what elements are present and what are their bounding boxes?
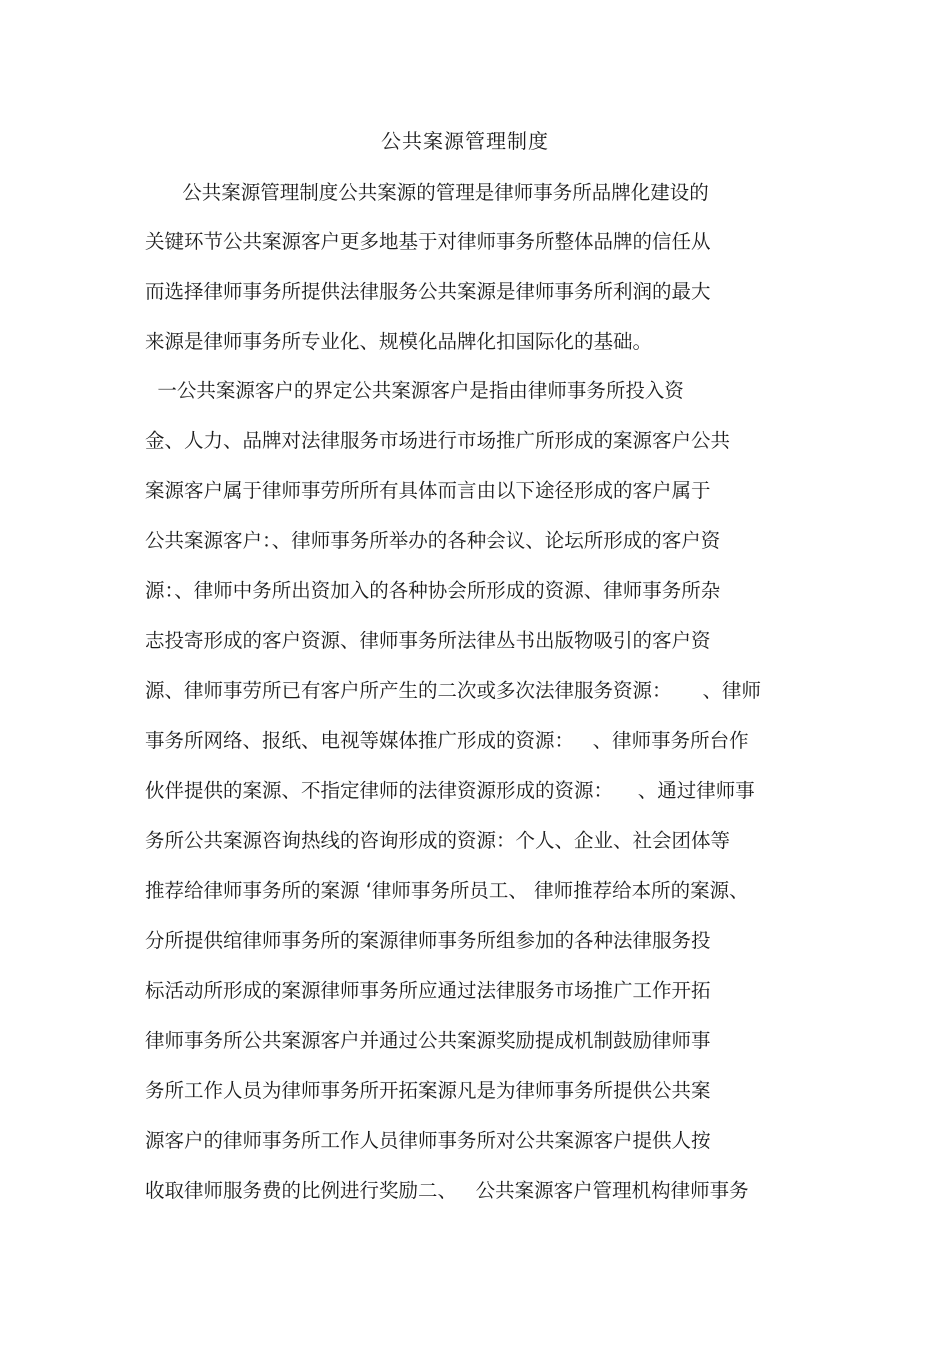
body-line-6: 金、人力、品牌对法律服务市场进行市场推广所形成的案源客户公共 <box>145 429 731 452</box>
body-line-11: 源、律师事劳所已有客户所产生的二次或多次法律服务资源： 、律师 <box>145 679 761 702</box>
body-line-4: 来源是律师事务所专业化、规模化品牌化扣国际化的基础。 <box>145 330 653 353</box>
body-line-18: 律师事务所公共案源客户并通过公共案源奖励提成机制鼓励律师事 <box>145 1029 711 1052</box>
body-line-19: 务所工作人员为律师事务所开拓案源凡是为律师事务所提供公共案 <box>145 1079 711 1102</box>
body-line-15: 推荐给律师事务所的案源 ‘律师事务所员工、 律师推荐给本所的案源、 <box>145 879 749 902</box>
body-line-7: 案源客户属于律师事劳所所有具体而言由以下途径形成的客户属于 <box>145 479 711 502</box>
body-line-1: 公共案源管理制度公共案源的管理是律师事务所品牌化建设的 <box>145 181 709 204</box>
body-line-2: 关键环节公共案源客户更多地基于对律师事务所整体品牌的信任从 <box>145 230 711 253</box>
body-line-10: 志投寄形成的客户资源、律师事务所法律丛书出版物吸引的客户资 <box>145 629 711 652</box>
body-line-21: 收取律师服务费的比例进行奖励二、 公共案源客户管理机构律师事务 <box>145 1179 749 1202</box>
body-line-3: 而选择律师事务所提供法律服务公共案源是律师事务所利润的最大 <box>145 280 711 303</box>
body-line-13: 伙伴提供的案源、不指定律师的法律资源形成的资源： 、通过律师事 <box>145 779 755 802</box>
body-line-17: 标活动所形成的案源律师事务所应通过法律服务市场推广工作开拓 <box>145 979 711 1002</box>
body-line-5: 一公共案源客户的界定公共案源客户是指由律师事务所投入资 <box>145 379 684 402</box>
body-line-20: 源客户的律师事务所工作人员律师事务所对公共案源客户提供人按 <box>145 1129 711 1152</box>
body-line-12: 事务所网络、报纸、电视等媒体推广形成的资源： 、律师事务所台作 <box>145 729 749 752</box>
body-line-16: 分所提供绾律师事务所的案源律师事务所组参加的各种法律服务投 <box>145 929 711 952</box>
body-line-8: 公共案源客户：、律师事务所举办的各种会议、论坛所形成的客户资 <box>145 529 721 552</box>
body-line-9: 源：、律师中务所出资加入的各种协会所形成的资源、律师事务所杂 <box>145 579 721 602</box>
body-line-14: 务所公共案源咨询热线的咨询形成的资源：个人、企业、社会团体等 <box>145 829 731 852</box>
document-title: 公共案源管理制度 <box>381 129 549 153</box>
